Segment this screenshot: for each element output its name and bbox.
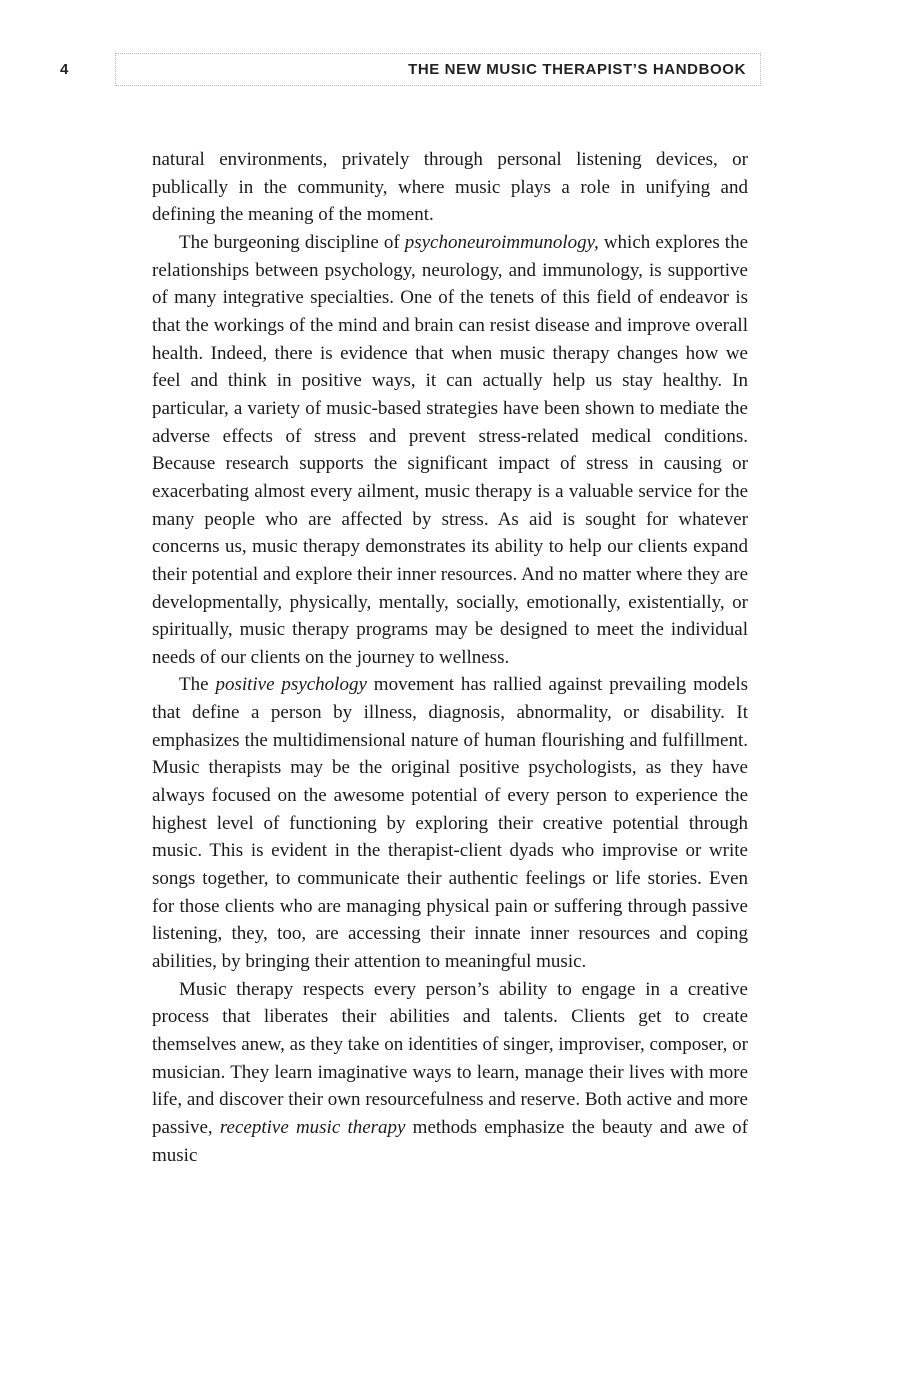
paragraph-3 [152,671,748,975]
paragraph-4 [152,976,748,1170]
page-number: 4 [60,61,69,78]
paragraph-2-text-start: The burgeoning discipline of [179,231,405,253]
running-head-title: THE NEW MUSIC THERAPIST’S HANDBOOK [408,61,746,78]
paragraph-4-text-start: Music therapy respects every person’s ability to engage in a creative process that liberates their abilities and talents. Clients get to create themselves anew, as they take on identities of singer, improviser, composer, or musician. They learn imaginative ways to learn, manage their lives with more life, and discover their own resourcefulness and reserve. Both active and more passive, [152,978,748,1138]
paragraph-2-text-rest: which explores the relationships between psychology, neurology, and immunology, is supportive of many integrative specialties. One of the tenets of this field of endeavor is that the workings of the mind and brain can resist disease and improve overall health. Indeed, there is evidence that when music therapy changes how we feel and think in positive ways, it can actually help us stay healthy. In particular, a variety of music-based strategies have been shown to mediate the adverse effects of stress and prevent stress-related medical conditions. Because research supports the significant impact of stress in causing or exacerbating almost every ailment, music therapy is a valuable service for the many people who are affected by stress. As aid is sought for whatever concerns us, music therapy demonstrates its ability to help our clients expand their potential and explore their inner resources. And no matter where they are developmentally, physically, mentally, socially, emotionally, existentially, or spiritually, music therapy programs may be designed to meet the individual needs of our clients on the journey to wellness. [152,231,748,668]
paragraph-3-text-start: The [179,674,216,696]
term-positive-psychology: positive psychology [215,674,367,696]
running-head [115,53,761,86]
body-text [152,146,748,1169]
paragraph-2 [152,229,748,672]
paragraph-1 [152,146,748,229]
term-receptive-music-therapy: receptive music therapy [219,1116,406,1138]
paragraph-1-text: natural environments, privately through personal listening devices, or publically in the community, where music plays a role in unifying and defining the meaning of the moment. [152,149,748,226]
paragraph-4-text-rest: methods emphasize the beauty and awe of music [152,1116,748,1166]
term-psychoneuroimmunology: psychoneuroimmunology, [404,231,599,253]
paragraph-3-text-rest: movement has rallied against prevailing models that define a person by illness, diagnosis, abnormality, or disability. It emphasizes the multidimensional nature of human flourishing and fulfillment. Music therapists may be the original positive psychologists, as they have always focused on the awesome potential of every person to experience the highest level of functioning by exploring their creative potential through music. This is evident in the therapist-client dyads who improvise or write songs together, to communicate their authentic feelings or life stories. Even for those clients who are managing physical pain or suffering through passive listening, they, too, are accessing their innate inner resources and coping abilities, by bringing their attention to meaningful music. [152,674,749,973]
